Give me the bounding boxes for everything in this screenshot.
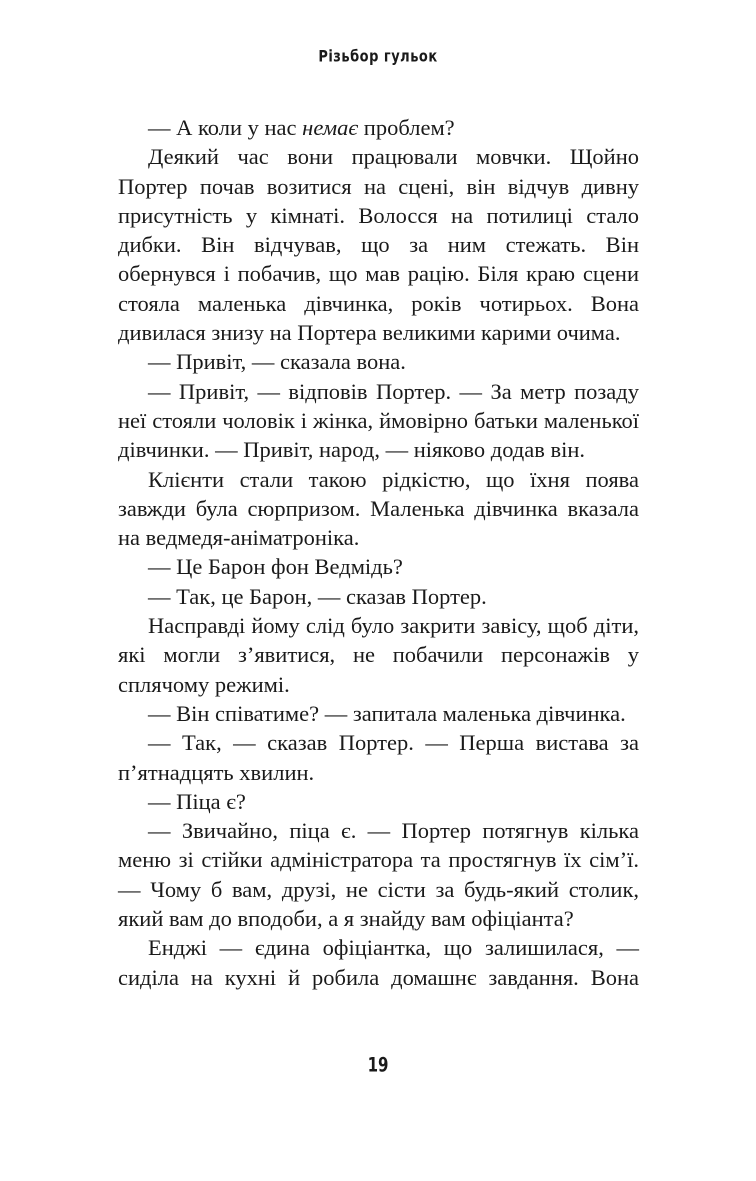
paragraph-4: — Привіт, — відповів Портер. — За метр позаду неї стояли чоловік і жінка, ймовірно батьки маленької дівчинки. — Привіт, народ, — ніяково додав він. bbox=[118, 378, 639, 463]
paragraph-6: — Це Барон фон Ведмідь? bbox=[148, 554, 403, 580]
page-number: 19 bbox=[367, 1053, 389, 1077]
paragraph-12: — Звичайно, піца є. — Портер потягнув кілька меню зі стійки адміністратора та простягнув їх сім’ї. — Чому б вам, друзі, не сісти за будь-який столик, який вам до вподоби, а я знайду вам офіціанта? bbox=[118, 818, 639, 932]
body-text bbox=[118, 113, 639, 992]
paragraph-10: — Так, — сказав Портер. — Перша вистава за п’ятнадцять хвилин. bbox=[118, 730, 639, 785]
paragraph-7: — Так, це Барон, — сказав Портер. bbox=[148, 583, 487, 609]
paragraph-13: Енджі — єдина офіціантка, що залишилася, — сиділа на кухні й робила домашнє завдання. Вона bbox=[118, 935, 639, 990]
paragraph-1-before: — А коли у нас bbox=[148, 115, 303, 140]
paragraph-2: Деякий час вони працювали мовчки. Щойно Портер почав возитися на сцені, він відчув дивну присутність у кімнаті. Волосся на потилиці стало дибки. Він відчував, що за ним стежать. Він обернувся і побачив, що мав рацію. Біля краю сцени стояла маленька дівчинка, років чотирьох. Вона дивилася знизу на Портера великими карими очима. bbox=[118, 144, 639, 346]
paragraph-1 bbox=[118, 113, 639, 142]
paragraph-3: — Привіт, — сказала вона. bbox=[148, 349, 406, 375]
running-head: Різьбор гульок bbox=[318, 48, 438, 67]
paragraph-9: — Він співатиме? — запитала маленька дівчинка. bbox=[148, 700, 626, 726]
paragraph-11: — Піца є? bbox=[148, 788, 246, 814]
paragraph-8: Насправді йому слід було закрити завісу, щоб діти, які могли з’явитися, не побачили персонажів у сплячому режимі. bbox=[118, 613, 639, 697]
paragraph-5: Клієнти стали такою рідкістю, що їхня поява завжди була сюрпризом. Маленька дівчинка вказала на ведмедя-аніматроніка. bbox=[118, 466, 639, 551]
emphasis-word: немає bbox=[302, 115, 359, 140]
paragraph-1-after: проблем? bbox=[358, 115, 455, 140]
